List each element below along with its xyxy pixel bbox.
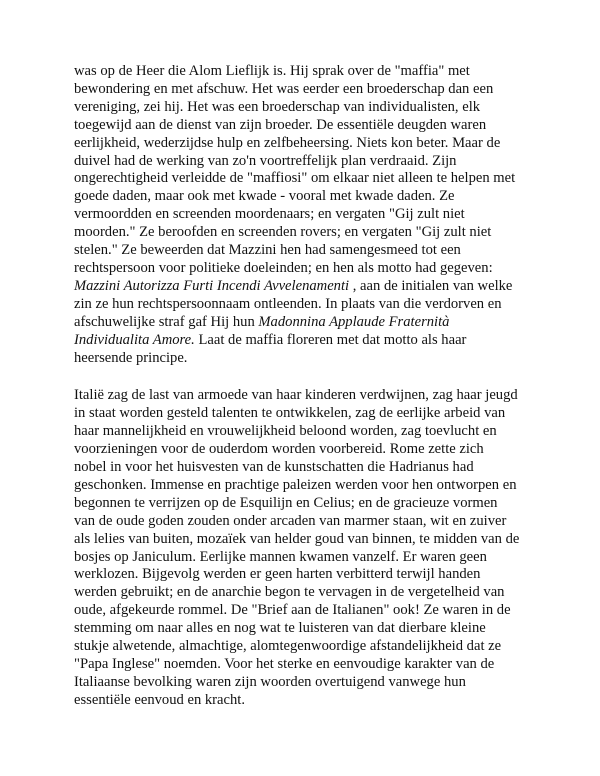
- text-segment: begonnen te verrijzen op de Esquilijn en Celius; en de gracieuze vormen: [74, 494, 498, 511]
- text-line: [74, 459, 544, 477]
- document-page: [74, 63, 544, 710]
- text-segment: bewondering en met afschuw. Het was eerder een broederschap dan een: [74, 80, 494, 97]
- italic-phrase: Mazzini Autorizza Furti Incendi Avvelenamenti: [74, 277, 350, 294]
- text-segment: "Papa Inglese" noemden. Voor het sterke en eenvoudige karakter van de: [74, 656, 495, 672]
- text-segment: zin ze hun rechtspersoonnaam ontleenden. In plaats van die verdorven en: [74, 295, 502, 312]
- text-segment: in staat worden gesteld talenten te ontwikkelen, zag de eerlijke arbeid van: [74, 405, 506, 422]
- text-line: [74, 63, 544, 81]
- text-segment: stemming om naar alles en nog wat te luisteren van dat dierbare kleine: [74, 620, 486, 637]
- text-segment: ongerechtigheid verleidde de "maffiosi" om elkaar niet alleen te helpen met: [74, 170, 516, 187]
- text-segment: Laat de maffia floreren met dat motto als haar: [194, 331, 467, 348]
- text-line: [74, 495, 544, 513]
- text-segment: was op de Heer die Alom Lieflijk is. Hij sprak over de "maffia" met: [74, 63, 470, 79]
- text-segment: als lelies van buiten, mozaïek van helder goud van binnen, te midden van de: [74, 530, 520, 547]
- text-line: [74, 656, 544, 674]
- text-line: [74, 638, 544, 656]
- text-segment: geschonken. Immense en prachtige paleizen werden voor hen ontworpen en: [74, 476, 517, 493]
- text-line: [74, 423, 544, 441]
- text-segment: heersende principe.: [74, 349, 188, 366]
- text-line: [74, 117, 544, 135]
- text-line: [74, 296, 544, 314]
- text-segment: , aan de initialen van welke: [349, 277, 513, 294]
- text-segment: nobel in voor het huisvesten van de kunstschatten die Hadrianus had: [74, 459, 474, 476]
- text-line: [74, 350, 544, 368]
- text-segment: haar mannelijkheid en vrouwelijkheid beloond worden, zag toevlucht en: [74, 423, 497, 440]
- text-line: [74, 513, 544, 531]
- text-segment: Italiaanse bevolking waren zijn woorden overtuigend vanwege hun: [74, 673, 466, 690]
- text-line: [74, 584, 544, 602]
- text-segment: Italië zag de last van armoede van haar kinderen verdwijnen, zag haar jeugd: [74, 387, 518, 404]
- text-line: [74, 387, 544, 405]
- text-line: [74, 206, 544, 224]
- text-segment: oude, afgekeurde rommel. De "Brief aan de Italianen" ook! Ze waren in de: [74, 602, 511, 619]
- text-line: [74, 224, 544, 242]
- paragraph-2: [74, 387, 544, 709]
- text-segment: vermoordden en screenden moordenaars; en vergaten "Gij zult niet: [74, 206, 465, 223]
- text-line: [74, 242, 544, 260]
- text-segment: essentiële eenvoud en kracht.: [74, 691, 245, 708]
- text-segment: duivel had de werking van zo'n voortreffelijk plan verdraaid. Zijn: [74, 152, 457, 169]
- text-segment: goede daden, maar ook met kwade - vooral met kwade daden. Ze: [74, 188, 455, 205]
- text-segment: voorzieningen voor de ouderdom worden voorbereid. Rome zette zich: [74, 441, 484, 458]
- text-line: [74, 135, 544, 153]
- italic-phrase: Madonnina Applaude Fraternità: [258, 313, 450, 330]
- text-line: [74, 170, 544, 188]
- text-segment: werklozen. Bijgevolg werden er geen harten verbitterd terwijl handen: [74, 566, 481, 583]
- text-line: [74, 620, 544, 638]
- text-line: [74, 531, 544, 549]
- text-line: [74, 188, 544, 206]
- paragraph-1: [74, 63, 544, 367]
- text-segment: bosjes op Janiculum. Eerlijke mannen kwamen vanzelf. Er waren geen: [74, 548, 487, 565]
- text-line: [74, 260, 544, 278]
- text-segment: vereniging, zei hij. Het was een broederschap van individualisten, elk: [74, 98, 481, 115]
- text-line: [74, 441, 544, 459]
- text-segment: toegewijd aan de dienst van zijn broeder. De essentiële deugden waren: [74, 116, 487, 133]
- text-segment: eerlijkheid, wederzijdse hulp en zelfbeheersing. Niets kon beter. Maar de: [74, 134, 501, 151]
- text-line: [74, 314, 544, 332]
- text-line: [74, 153, 544, 171]
- text-line: [74, 405, 544, 423]
- text-segment: van de oude goden zouden onder arcaden van marmer staan, wit en zuiver: [74, 512, 507, 529]
- text-line: [74, 477, 544, 495]
- text-line: [74, 692, 544, 710]
- text-segment: werden gebruikt; en de anarchie begon te vervagen in de vergetelheid van: [74, 584, 505, 601]
- text-line: [74, 602, 544, 620]
- text-line: [74, 81, 544, 99]
- text-segment: stukje alwetende, almachtige, alomtegenwoordige afstandelijkheid dat ze: [74, 638, 502, 655]
- text-line: [74, 332, 544, 350]
- text-line: [74, 99, 544, 117]
- text-segment: moorden." Ze beroofden en screenden rovers; en vergaten "Gij zult niet: [74, 224, 492, 241]
- text-line: [74, 674, 544, 692]
- italic-phrase: Individualita Amore.: [74, 331, 195, 348]
- text-line: [74, 566, 544, 584]
- text-segment: stelen." Ze beweerden dat Mazzini hen had samengesmeed tot een: [74, 242, 461, 259]
- text-segment: rechtspersoon voor politieke doeleinden; en hen als motto had gegeven:: [74, 259, 493, 276]
- text-segment: afschuwelijke straf gaf Hij hun: [74, 313, 259, 330]
- text-line: [74, 549, 544, 567]
- text-line: [74, 278, 544, 296]
